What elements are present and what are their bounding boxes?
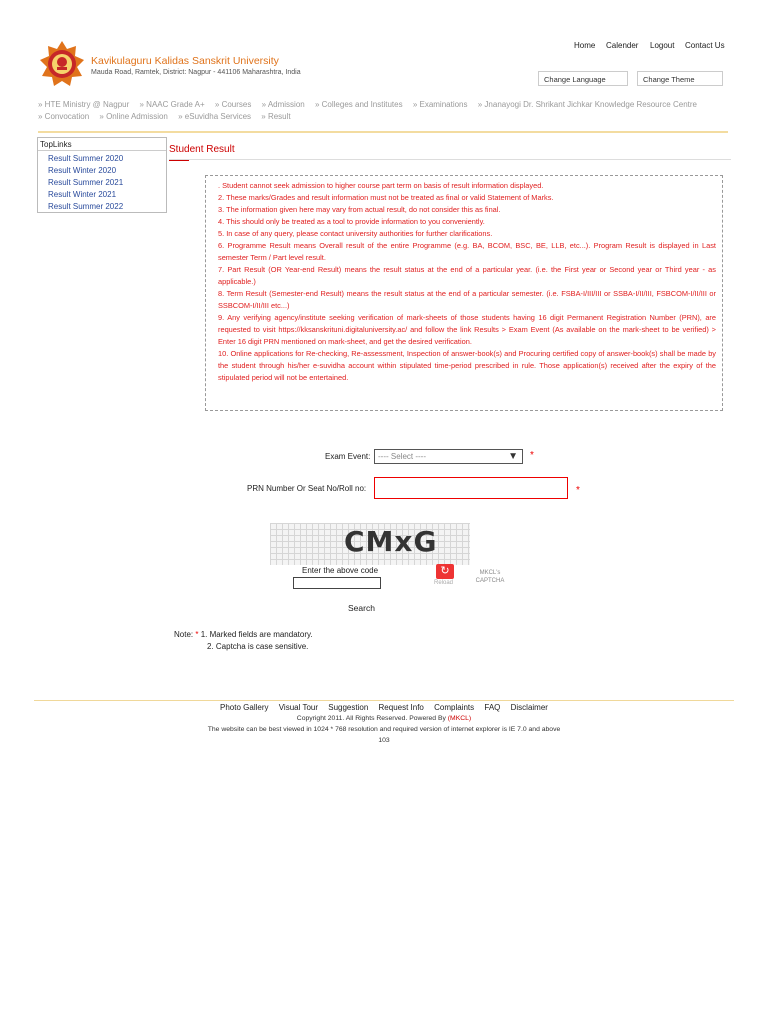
notice-item: . Student cannot seek admission to higher course part term on basis of result information displayed.: [218, 181, 544, 190]
footer-link-faq[interactable]: FAQ: [484, 703, 501, 712]
result-notice-box: [205, 175, 723, 411]
prn-label: PRN Number Or Seat No/Roll no:: [247, 484, 367, 493]
dropdown-arrow-icon: ▼: [508, 451, 518, 462]
best-viewed-text: The website can be best viewed in 1024 * 768 resolution and required version of internet explorer is IE 7.0 and above: [207, 726, 561, 733]
nav-divider: [38, 131, 728, 133]
title-accent: [169, 160, 189, 161]
note-star: *: [195, 630, 199, 639]
reload-icon: ↻: [440, 565, 450, 577]
main-nav: [38, 99, 728, 123]
notice-item: 6. Programme Result means Overall result of the entire Programme (e.g. BA, BCOM, BSC, BE, LLB, etc...). Program Result is displayed in Last semester Term / Part level result.: [218, 241, 716, 262]
change-theme-button[interactable]: Change Theme: [637, 71, 723, 86]
logout-link[interactable]: Logout: [650, 41, 675, 50]
required-marker: *: [530, 450, 534, 461]
footer-link-suggestion[interactable]: Suggestion: [328, 703, 369, 712]
notice-item: 4. This should only be treated as a tool to provide information to you conveniently.: [218, 217, 485, 226]
university-address: Mauda Road, Ramtek, District: Nagpur - 441106 Maharashtra, India: [91, 69, 301, 76]
footer-link-disclaimer[interactable]: Disclaimer: [510, 703, 548, 712]
note-line-2: 2. Captcha is case sensitive.: [207, 642, 309, 651]
note-label: Note:: [174, 630, 194, 639]
nav-knowledge-centre[interactable]: » Jnanayogi Dr. Shrikant Jichkar Knowledge Resource Centre: [477, 100, 697, 109]
notice-item: 10. Online applications for Re-checking, Re-assessment, Inspection of answer-book(s) and Procuring certified copy of answer-book(s) shall be made by the student through his/her e-suvidha account within stipulated time-period prescribed in rule. Those application(s) received after the expiry of the stipulated period will not be entertained.: [218, 349, 716, 382]
nav-admission[interactable]: » Admission: [261, 100, 305, 109]
nav-convocation[interactable]: » Convocation: [38, 112, 90, 121]
home-link[interactable]: Home: [574, 41, 596, 50]
footer-link-photo-gallery[interactable]: Photo Gallery: [220, 703, 269, 712]
sidebar-item-result-winter-2020[interactable]: Result Winter 2020: [48, 166, 117, 175]
university-name: Kavikulaguru Kalidas Sanskrit University: [91, 55, 279, 67]
nav-naac[interactable]: » NAAC Grade A+: [139, 100, 205, 109]
sidebar-item-result-winter-2021[interactable]: Result Winter 2021: [48, 190, 117, 199]
notice-item: 3. The information given here may vary from actual result, do not consider this as final.: [218, 205, 501, 214]
notice-item: 8. Term Result (Semester-end Result) means the result status at the end of a particular semester. (i.e. FSBA-I/III/III or SSBA-I/II/III, FSBCOM-I/II/III or SSBCOM-I/II/III etc...): [218, 289, 716, 310]
mkcl-line-1: MKCL's: [479, 570, 501, 576]
mkcl-link[interactable]: (MKCL): [447, 715, 472, 722]
exam-event-select[interactable]: [374, 449, 523, 464]
captcha-label: Enter the above code: [302, 566, 379, 575]
nav-online-admission[interactable]: » Online Admission: [99, 112, 168, 121]
nav-colleges[interactable]: » Colleges and Institutes: [314, 100, 403, 109]
search-button[interactable]: Search: [348, 603, 375, 613]
title-divider: [169, 159, 731, 160]
nav-result[interactable]: » Result: [261, 112, 291, 121]
mkcl-captcha-label: [470, 569, 510, 585]
change-language-button[interactable]: Change Language: [538, 71, 628, 86]
copyright: [0, 715, 768, 722]
footer-link-complaints[interactable]: Complaints: [434, 703, 475, 712]
footer-link-visual-tour[interactable]: Visual Tour: [278, 703, 319, 712]
sidebar-item-result-summer-2022[interactable]: Result Summer 2022: [48, 202, 124, 211]
nav-hte-ministry[interactable]: » HTE Ministry @ Nagpur: [38, 100, 130, 109]
toplinks-panel: [37, 137, 167, 213]
reload-captcha-button[interactable]: [436, 564, 454, 579]
footer-link-request-info[interactable]: Request Info: [378, 703, 424, 712]
reload-label: Reload: [434, 580, 454, 586]
toplinks-title: TopLinks: [38, 138, 166, 151]
nav-esuvidha[interactable]: » eSuvidha Services: [178, 112, 252, 121]
required-marker: *: [576, 485, 580, 496]
notice-item: 5. In case of any query, please contact university authorities for further clarifications.: [218, 229, 493, 238]
sidebar-item-result-summer-2020[interactable]: Result Summer 2020: [48, 154, 124, 163]
notice-item: 2. These marks/Grades and result information must not be treated as final or valid Statement of Marks.: [218, 193, 554, 202]
captcha-code: CMxG: [344, 525, 438, 558]
page-title: Student Result: [169, 144, 235, 155]
visitor-counter: 103: [378, 737, 390, 744]
footer-links: [0, 703, 768, 712]
notice-item: 9. Any verifying agency/institute seeking verification of mark-sheets of those students having 16 digit Permanent Registration Number (PRN), are requested to visit https://kksanskrituni.digitaluniversity.ac/ and follow the link Results > Exam Event (As available on the mark-sheet to be verified) > Enter 16 digit PRN mentioned on mark-sheet, and get the desired verification.: [218, 313, 716, 346]
exam-event-selected-value: ---- Select ----: [378, 452, 426, 461]
captcha-input[interactable]: [293, 577, 381, 589]
sidebar-item-result-summer-2021[interactable]: Result Summer 2021: [48, 178, 124, 187]
captcha-image: [270, 523, 470, 565]
exam-event-label: Exam Event:: [325, 452, 371, 461]
university-logo: [38, 40, 86, 88]
nav-examinations[interactable]: » Examinations: [412, 100, 468, 109]
note-line-1: 1. Marked fields are mandatory.: [200, 630, 313, 639]
calender-link[interactable]: Calender: [606, 41, 639, 50]
prn-input[interactable]: [374, 477, 568, 499]
contact-us-link[interactable]: Contact Us: [685, 41, 725, 50]
footer-divider: [34, 700, 734, 701]
copyright-text: Copyright 2011. All Rights Reserved. Powered By: [296, 715, 446, 722]
nav-courses[interactable]: » Courses: [214, 100, 252, 109]
form-note: [174, 629, 313, 653]
mkcl-line-2: CAPTCHA: [475, 578, 505, 584]
notice-item: 7. Part Result (OR Year-end Result) means the result status at the end of a particular year. (i.e. the First year or Second year or Third year - as applicable.): [218, 265, 716, 286]
